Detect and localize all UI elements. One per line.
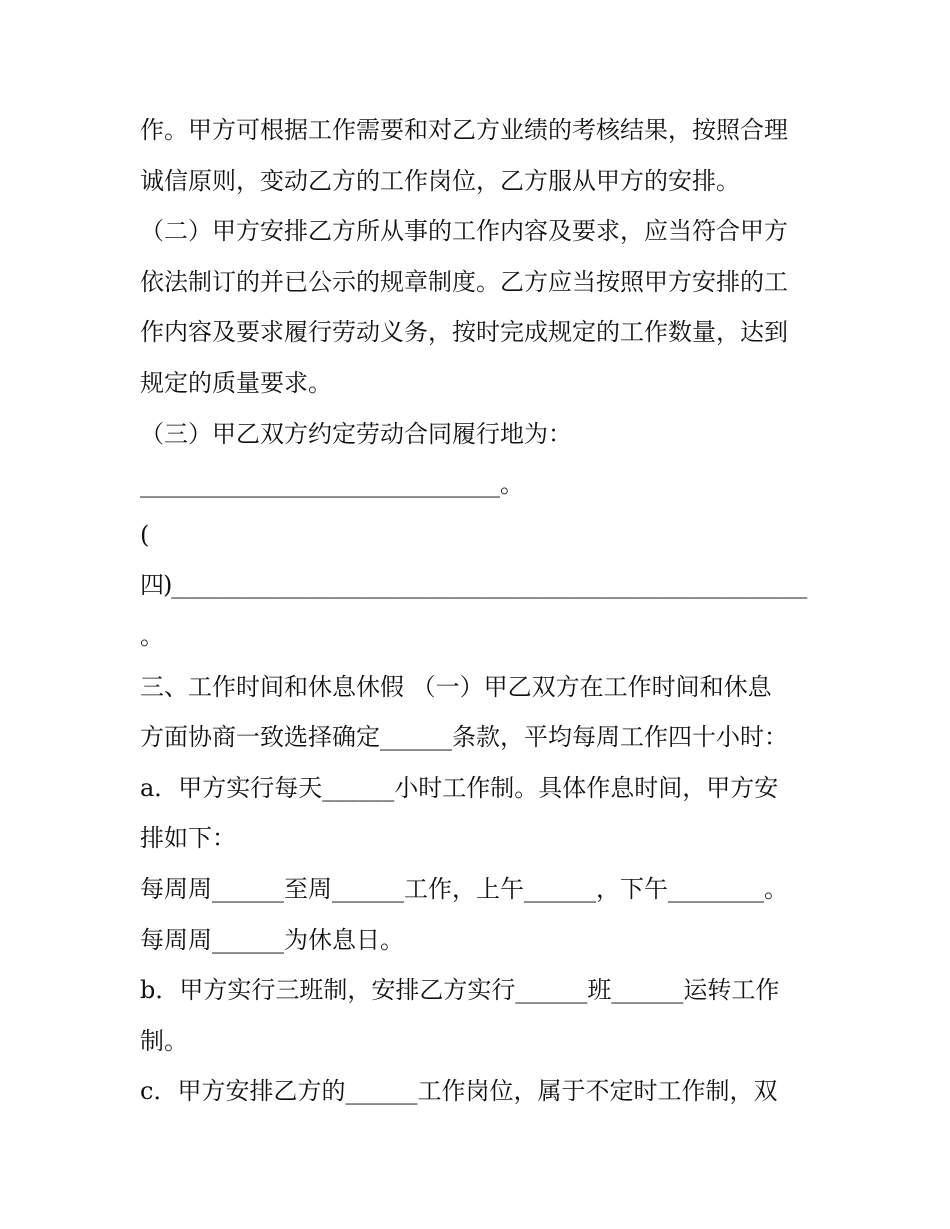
paragraph-line: c．甲方安排乙方的______工作岗位，属于不定时工作制，双 xyxy=(140,1077,778,1106)
section-heading-line: 三、工作时间和休息休假 （一）甲乙双方在工作时间和休息 xyxy=(140,672,772,701)
blank-fill-line: 四)__________________________________________________________ xyxy=(140,571,807,600)
paragraph-line: 每周周______为休息日。 xyxy=(140,925,404,954)
paragraph-line: a．甲方实行每天______小时工作制。具体作息时间，甲方安 xyxy=(140,773,779,802)
paragraph-line: 作内容及要求履行劳动义务，按时完成规定的工作数量，达到 xyxy=(140,318,788,347)
paragraph-line: 诚信原则，变动乙方的工作岗位，乙方服从甲方的安排。 xyxy=(140,166,740,195)
paragraph-line: 作。甲方可根据工作需要和对乙方业绩的考核结果，按照合理 xyxy=(140,116,788,144)
contract-body-text xyxy=(140,105,820,1117)
paragraph-line: （三）甲乙双方约定劳动合同履行地为： xyxy=(140,419,572,448)
paragraph-line: ( xyxy=(140,520,150,549)
paragraph-line: （二）甲方安排乙方所从事的工作内容及要求，应当符合甲方 xyxy=(140,217,788,246)
paragraph-line: 依法制订的并已公示的规章制度。乙方应当按照甲方安排的工 xyxy=(140,267,788,296)
paragraph-line: 制。 xyxy=(140,1026,188,1055)
paragraph-line: 规定的质量要求。 xyxy=(140,368,332,397)
blank-fill-line: ______________________________。 xyxy=(140,470,524,499)
paragraph-line: 排如下： xyxy=(140,824,236,853)
paragraph-line: 方面协商一致选择确定______条款，平均每周工作四十小时： xyxy=(140,723,788,752)
paragraph-line: 每周周______至周______工作，上午______，下午________。 xyxy=(140,874,788,903)
paragraph-line: b．甲方实行三班制，安排乙方实行______班______运转工作 xyxy=(140,976,780,1005)
paragraph-line: 。 xyxy=(140,621,164,650)
